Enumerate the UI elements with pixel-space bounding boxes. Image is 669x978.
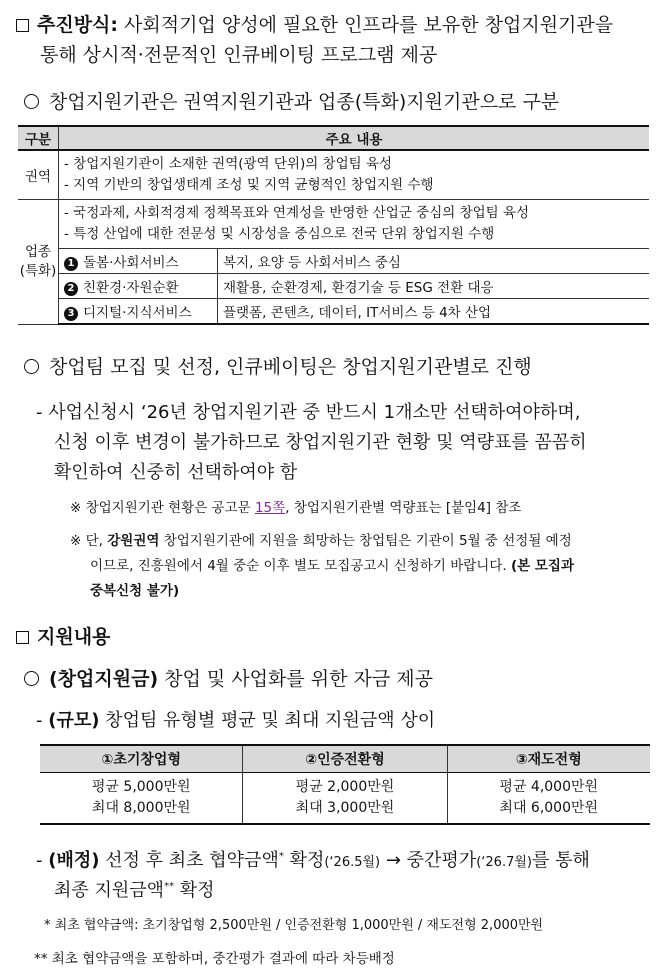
row-content-industry: - 국정과제, 사회적경제 정책목표와 연계성을 반영한 산업군 중심의 창업팀 육성 - 특정 산업에 대한 전문성 및 시장성을 중심으로 전국 단위 창업지원 수행 — [59, 200, 650, 249]
funding-header-certified: ②인증전환형 — [243, 745, 447, 773]
table-header-content: 주요 내용 — [59, 126, 650, 150]
note-status-reference: ※ 창업지원기관 현황은 공고문 15쪽, 창업지원기관별 역량표는 [붙임4] 참조 — [70, 500, 522, 516]
square-bullet-icon — [16, 631, 29, 644]
section-title-method-line2: 통해 상시적·전문적인 인큐베이팅 프로그램 제공 — [40, 44, 438, 66]
funding-cell-retry: 평균 4,000만원 최대 6,000만원 — [447, 773, 650, 825]
row-content-regional: - 창업지원기관이 소재한 권역(광역 단위)의 창업팀 육성 - 지역 기반의 창업생태계 조성 및 지역 균형적인 창업지원 수행 — [59, 150, 650, 200]
funding-header-early: ①초기창업형 — [40, 745, 243, 773]
funding-cell-early: 평균 5,000만원 최대 8,000만원 — [40, 773, 243, 825]
footnote-initial-amount: * 최초 협약금액: 초기창업형 2,500만원 / 인증전환형 1,000만원 / 재도전형 2,000만원 — [44, 918, 544, 933]
row-label-industry: 업종 (특화) — [18, 200, 59, 325]
sub-category-digital: 3 디지털·지식서비스 — [59, 299, 218, 325]
funding-header-retry: ③재도전형 — [447, 745, 650, 773]
sub-scale: - (규모) 창업팀 유형별 평균 및 최대 지원금액 상이 — [36, 710, 436, 731]
footnote-final-amount: ** 최초 협약금액을 포함하며, 중간평가 결과에 따라 차등배정 — [34, 951, 395, 967]
row-label-regional: 권역 — [18, 150, 59, 200]
sub-category-eco: 2 친환경·자원순환 — [59, 274, 218, 299]
para-apply-line1: - 사업신청시 ‘26년 창업지원기관 중 반드시 1개소만 선택하여야하며, — [36, 402, 581, 423]
sub-category-digital-desc: 플랫폼, 콘텐츠, 데이터, IT서비스 등 4차 산업 — [218, 299, 650, 325]
para-apply-line2: 신청 이후 변경이 불가하므로 창업지원기관 현황 및 역량표를 꼼꼼히 — [54, 432, 587, 453]
sub-category-eco-desc: 재활용, 순환경제, 환경기술 등 ESG 전환 대응 — [218, 274, 650, 299]
section-title-support: 지원내용 — [16, 622, 110, 649]
square-bullet-icon — [16, 19, 29, 32]
sub-allocation-line1: - (배정) 선정 후 최초 협약금액* 확정(‘26.5월) → 중간평가(‘26.7월)를 통해 — [36, 850, 590, 871]
bullet-agency-types: 창업지원기관은 권역지원기관과 업종(특화)지원기관으로 구분 — [24, 87, 559, 114]
circle-bullet-icon — [24, 671, 39, 686]
note-gangwon-line2: 이므로, 진흥원에서 4월 중순 이후 별도 모집공고시 신청하기 바랍니다. (본 모집과 — [90, 558, 574, 574]
funding-cell-certified: 평균 2,000만원 최대 3,000만원 — [243, 773, 447, 825]
circle-bullet-icon — [24, 359, 39, 374]
para-apply-line3: 확인하여 신중히 선택하여야 함 — [54, 462, 298, 483]
sub-allocation-line2: 최종 지원금액** 확정 — [54, 880, 215, 901]
sub-category-care-desc: 복지, 요양 등 사회서비스 중심 — [218, 249, 650, 274]
note-gangwon-line1: ※ 단, 강원권역 창업지원기관에 지원을 희망하는 창업팀은 기관이 5월 중 선정될 예정 — [70, 533, 572, 549]
circle-bullet-icon — [24, 94, 39, 109]
page-link[interactable]: 15쪽 — [254, 500, 286, 516]
note-gangwon-line3: 중복신청 불가) — [90, 583, 180, 599]
bullet-startup-fund: (창업지원금) 창업 및 사업화를 위한 자금 제공 — [24, 664, 433, 691]
section-title-method: 추진방식: 사회적기업 양성에 필요한 인프라를 보유한 창업지원기관을 — [16, 10, 613, 37]
funding-table — [40, 744, 650, 825]
sub-category-care: 1 돌봄·사회서비스 — [59, 249, 218, 274]
agency-type-table — [18, 125, 649, 325]
bullet-selection: 창업팀 모집 및 선정, 인큐베이팅은 창업지원기관별로 진행 — [24, 352, 532, 379]
table-header-category: 구분 — [18, 126, 59, 150]
